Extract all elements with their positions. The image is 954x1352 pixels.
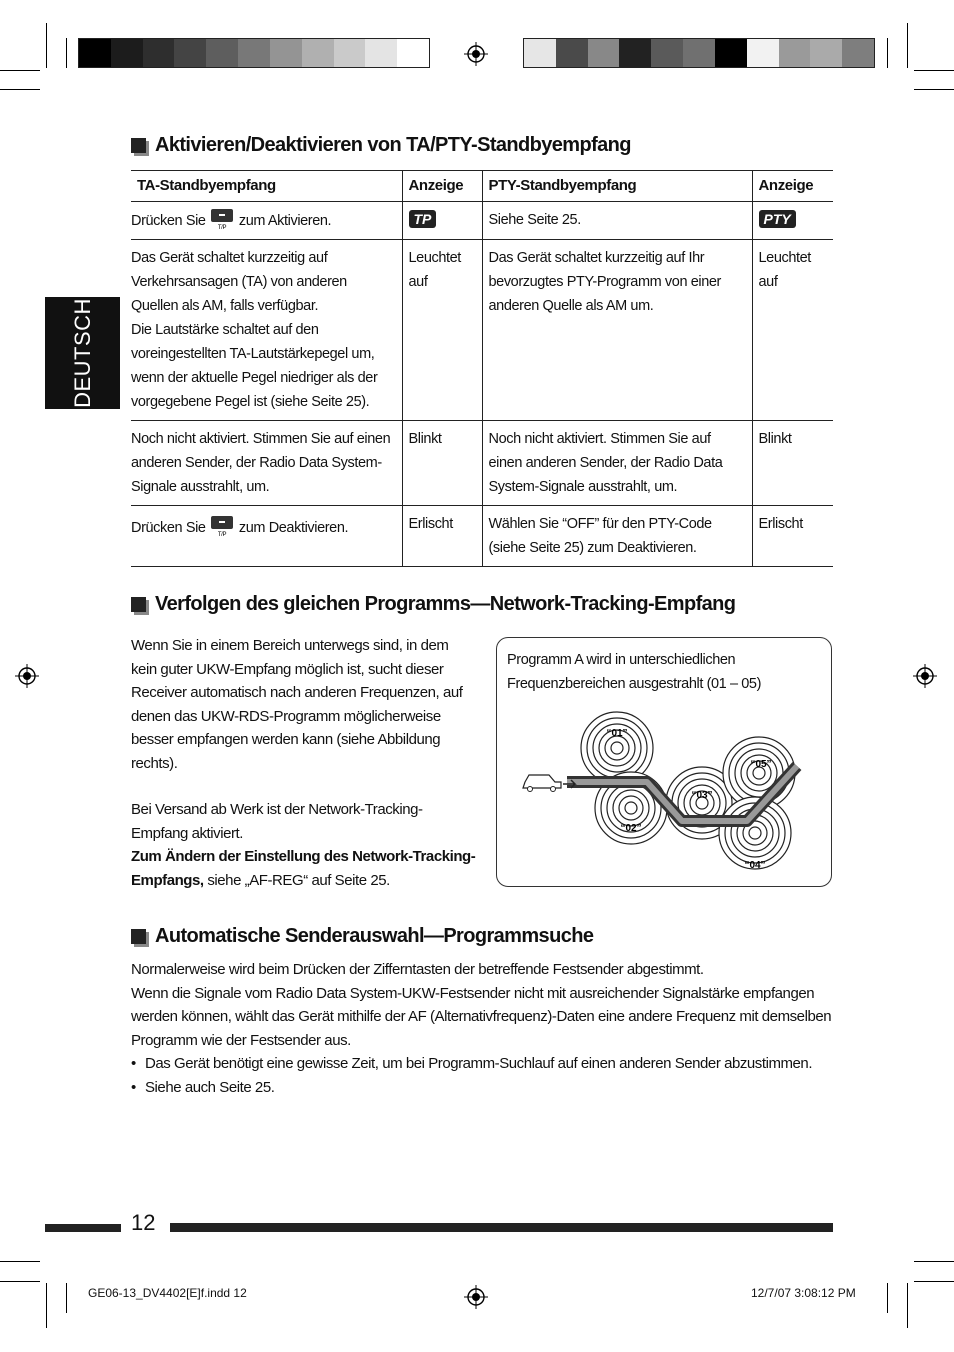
pty-indicator-icon: PTY	[759, 210, 796, 228]
language-label: DEUTSCH	[69, 298, 95, 408]
color-swatch	[651, 39, 683, 67]
registration-mark-icon	[15, 664, 39, 688]
color-swatch	[238, 39, 270, 67]
crop-mark	[907, 23, 908, 68]
tp-indicator-icon: TP	[409, 210, 437, 228]
table-cell: Blinkt	[752, 421, 833, 506]
color-calibration-bar-right	[523, 38, 875, 68]
station-label: “05”	[750, 759, 772, 770]
crop-mark	[0, 70, 40, 71]
section-heading-auto	[131, 925, 593, 948]
page-bar-left	[45, 1224, 121, 1232]
network-tracking-diagram	[496, 637, 832, 887]
color-swatch	[206, 39, 238, 67]
color-swatch	[79, 39, 111, 67]
color-swatch	[842, 39, 874, 67]
table-cell: Erlischt	[402, 506, 482, 567]
registration-mark-icon	[913, 664, 937, 688]
color-calibration-bar-left	[78, 38, 430, 68]
table-row	[131, 202, 833, 240]
frequency-map-illustration	[497, 638, 833, 888]
color-swatch	[174, 39, 206, 67]
table-cell: Noch nicht aktiviert. Stimmen Sie auf einen anderen Sender, der Radio Data System-Signale ausstrahlt, um.	[131, 421, 402, 506]
cell-text: Die Lautstärke schaltet auf den voreingestellten TA-Lautstärkepegel um, wenn der aktuelle Pegel niedriger als der vorgegebene Pegel ist (siehe Seite 25).	[131, 322, 378, 410]
color-swatch	[143, 39, 175, 67]
crop-mark	[887, 1283, 888, 1313]
auto-text	[131, 958, 836, 1099]
table-cell	[131, 202, 402, 240]
paragraph	[131, 845, 476, 892]
crop-mark	[0, 1281, 40, 1282]
station-label: “01”	[606, 728, 628, 739]
crop-mark	[0, 89, 40, 90]
paragraph: Wenn die Signale vom Radio Data System-UKW-Festsender nicht mit ausreichender Signalstärke empfangen werden können, wählt das Gerät mithilfe der AF (Alternativfrequenz)-Daten eine andere Frequenz mit demselben Programm wie der Festsender aus.	[131, 984, 832, 1049]
table-cell: Noch nicht aktiviert. Stimmen Sie auf einen anderen Sender, der Radio Data System-Signale ausstrahlt, um.	[482, 421, 752, 506]
crop-mark	[914, 89, 954, 90]
color-swatch	[556, 39, 588, 67]
crop-mark	[914, 1281, 954, 1282]
language-side-tab	[45, 297, 120, 409]
crop-mark	[66, 38, 67, 68]
section-title: Aktivieren/Deaktivieren von TA/PTY-Standbyempfang	[155, 134, 631, 156]
station-label: “02”	[620, 823, 642, 834]
svg-text:T/P: T/P	[218, 225, 227, 231]
table-cell: Siehe Seite 25.	[482, 202, 752, 240]
bold-text: Zum Ändern der Einstellung des Network-Tracking-Empfangs,	[131, 848, 476, 889]
section-heading-network	[131, 593, 735, 616]
table-row	[131, 240, 833, 421]
registration-mark-icon	[464, 42, 488, 66]
table-cell: Leuchtet auf	[752, 240, 833, 421]
table-cell	[752, 202, 833, 240]
svg-text:T/P: T/P	[218, 532, 227, 538]
color-swatch	[588, 39, 620, 67]
cell-text: zum Aktivieren.	[238, 213, 332, 229]
table-cell	[131, 240, 402, 421]
list-item: • Das Gerät benötigt eine gewisse Zeit, um bei Programm-Suchlauf auf einen anderen Sender abzustimmen.	[131, 1052, 836, 1076]
color-swatch	[524, 39, 556, 67]
cell-text: Das Gerät schaltet kurzzeitig auf Verkehrsansagen (TA) von anderen Quellen als AM, falls verfügbar.	[131, 250, 347, 314]
crop-mark	[914, 1261, 954, 1262]
crop-mark	[914, 70, 954, 71]
table-cell: Blinkt	[402, 421, 482, 506]
ta-pty-table	[131, 170, 833, 567]
page-number: 12	[131, 1210, 156, 1235]
text: siehe „AF-REG“ auf Seite 25.	[203, 871, 390, 889]
footer-timestamp: 12/7/07 3:08:12 PM	[751, 1286, 856, 1300]
color-swatch	[715, 39, 747, 67]
crop-mark	[0, 1261, 40, 1262]
table-row	[131, 506, 833, 567]
table-row	[131, 421, 833, 506]
heading-square-icon	[131, 929, 146, 944]
heading-square-icon	[131, 138, 146, 153]
table-cell: Wählen Sie “OFF” für den PTY-Code (siehe Seite 25) zum Deaktivieren.	[482, 506, 752, 567]
crop-mark	[46, 23, 47, 68]
color-swatch	[334, 39, 366, 67]
color-swatch	[747, 39, 779, 67]
table-cell: Das Gerät schaltet kurzzeitig auf Ihr bevorzugtes PTY-Programm von einer anderen Quelle als AM um.	[482, 240, 752, 421]
table-header: Anzeige	[752, 171, 833, 202]
heading-square-icon	[131, 597, 146, 612]
color-swatch	[810, 39, 842, 67]
diagram-caption: Programm A wird in unterschiedlichen Frequenzbereichen ausgestrahlt (01 – 05)	[507, 652, 762, 692]
cell-text: zum Deaktivieren.	[238, 520, 349, 536]
table-cell	[131, 506, 402, 567]
crop-mark	[907, 1283, 908, 1328]
section-title: Verfolgen des gleichen Programms—Network-Tracking-Empfang	[155, 593, 736, 615]
color-swatch	[779, 39, 811, 67]
color-swatch	[302, 39, 334, 67]
table-header: TA-Standbyempfang	[131, 171, 402, 202]
color-swatch	[365, 39, 397, 67]
table-header: PTY-Standbyempfang	[482, 171, 752, 202]
color-swatch	[397, 39, 429, 67]
section-heading-ta-pty	[131, 134, 631, 157]
color-swatch	[270, 39, 302, 67]
paragraph: Normalerweise wird beim Drücken der Zifferntasten der betreffende Festsender abgestimmt.	[131, 961, 704, 978]
footer-file-info: GE06-13_DV4402[E]f.indd 12	[88, 1286, 247, 1300]
station-label: “04”	[744, 860, 766, 871]
section-title: Automatische Senderauswahl—Programmsuche	[155, 925, 594, 947]
registration-mark-icon	[464, 1285, 488, 1309]
table-cell: Erlischt	[752, 506, 833, 567]
cell-text: Drücken Sie	[131, 213, 206, 229]
color-swatch	[619, 39, 651, 67]
bullet-list	[131, 1052, 836, 1099]
page-bar-right	[170, 1223, 833, 1232]
list-item: • Siehe auch Seite 25.	[131, 1076, 836, 1100]
table-cell: Leuchtet auf	[402, 240, 482, 421]
paragraph: Bei Versand ab Werk ist der Network-Tracking-Empfang aktiviert.	[131, 801, 423, 842]
crop-mark	[46, 1283, 47, 1328]
table-cell	[402, 202, 482, 240]
crop-mark	[887, 38, 888, 68]
table-header-row	[131, 171, 833, 202]
color-swatch	[111, 39, 143, 67]
network-text	[131, 634, 476, 892]
cell-text: Drücken Sie	[131, 520, 206, 536]
station-label: “03”	[691, 790, 713, 801]
color-swatch	[683, 39, 715, 67]
paragraph: Wenn Sie in einem Bereich unterwegs sind, in dem kein guter UKW-Empfang möglich ist, sucht dieser Receiver automatisch nach anderen Frequenzen, auf denen das UKW-RDS-Programm möglicherweise besser empfangen werden kann (siehe Abbildung rechts).	[131, 637, 463, 772]
table-header: Anzeige	[402, 171, 482, 202]
tp-button-icon	[209, 515, 235, 537]
tp-button-icon	[209, 208, 235, 230]
crop-mark	[66, 1283, 67, 1313]
